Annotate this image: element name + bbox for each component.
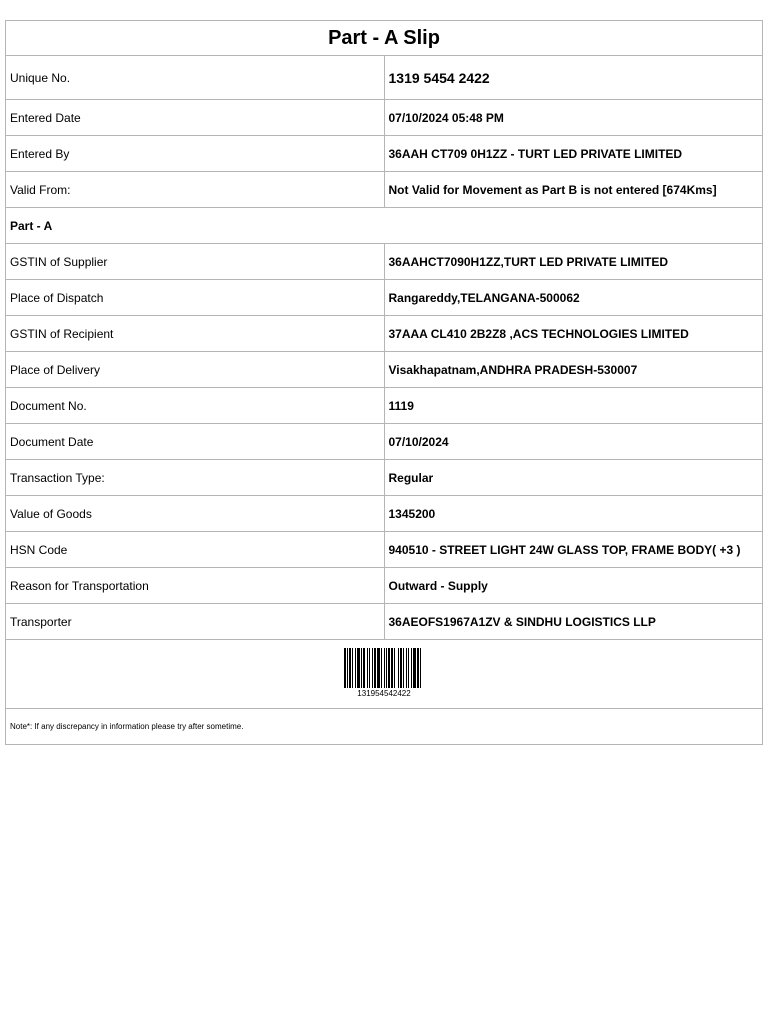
note-row: [6, 709, 763, 745]
document-date-label: Document Date: [6, 424, 385, 460]
barcode-bar: [352, 648, 353, 688]
entered-date-value: 07/10/2024 05:48 PM: [384, 100, 763, 136]
document-no-value: 1119: [384, 388, 763, 424]
barcode-cell: [6, 640, 763, 709]
place-dispatch-value: Rangareddy,TELANGANA-500062: [384, 280, 763, 316]
hsn-code-value: 940510 - STREET LIGHT 24W GLASS TOP, FRAME BODY( +3 ): [384, 532, 763, 568]
barcode-bar: [398, 648, 399, 688]
barcode-bar: [347, 648, 348, 688]
barcode-bar: [403, 648, 404, 688]
barcode-bar: [413, 648, 416, 688]
entered-date-row: [6, 100, 763, 136]
entered-by-value: 36AAH CT709 0H1ZZ - TURT LED PRIVATE LIMITED: [384, 136, 763, 172]
barcode-bar: [369, 648, 370, 688]
barcode-number: 131954542422: [357, 688, 411, 698]
barcode-bar: [367, 648, 368, 688]
barcode-bar: [357, 648, 360, 688]
gstin-supplier-label: GSTIN of Supplier: [6, 244, 385, 280]
unique-no-label: Unique No.: [6, 56, 385, 100]
slip-title: Part - A Slip: [6, 21, 763, 56]
table-row: [6, 604, 763, 640]
barcode-bar: [384, 648, 385, 688]
valid-from-row: [6, 172, 763, 208]
barcode-bar: [355, 648, 356, 688]
barcode-bar: [417, 648, 419, 688]
document-date-value: 07/10/2024: [384, 424, 763, 460]
table-row: [6, 568, 763, 604]
barcode-bar: [408, 648, 409, 688]
unique-no-value: 1319 5454 2422: [384, 56, 763, 100]
part-a-slip-table: [5, 20, 763, 745]
place-dispatch-label: Place of Dispatch: [6, 280, 385, 316]
table-row: [6, 316, 763, 352]
barcode-bar: [391, 648, 393, 688]
entered-date-label: Entered Date: [6, 100, 385, 136]
barcode-bar: [361, 648, 362, 688]
valid-from-label: Valid From:: [6, 172, 385, 208]
barcode-bar: [363, 648, 365, 688]
table-row: [6, 388, 763, 424]
reason-transport-value: Outward - Supply: [384, 568, 763, 604]
section-row: [6, 208, 763, 244]
table-row: [6, 460, 763, 496]
barcode-bar: [420, 648, 421, 688]
table-row: [6, 280, 763, 316]
gstin-recipient-label: GSTIN of Recipient: [6, 316, 385, 352]
value-goods-value: 1345200: [384, 496, 763, 532]
barcode-bar: [381, 648, 382, 688]
barcode-bar: [400, 648, 402, 688]
transaction-type-label: Transaction Type:: [6, 460, 385, 496]
valid-from-value: Not Valid for Movement as Part B is not entered [674Kms]: [384, 172, 763, 208]
table-row: [6, 352, 763, 388]
barcode: [344, 648, 424, 698]
section-title: Part - A: [6, 208, 763, 244]
barcode-bar: [374, 648, 376, 688]
barcode-bar: [349, 648, 351, 688]
barcode-bar: [388, 648, 390, 688]
transaction-type-value: Regular: [384, 460, 763, 496]
place-delivery-label: Place of Delivery: [6, 352, 385, 388]
barcode-bars: [344, 648, 424, 688]
note-text: Note*: If any discrepancy in information please try after sometime.: [6, 709, 763, 745]
document-no-label: Document No.: [6, 388, 385, 424]
barcode-bar: [386, 648, 387, 688]
barcode-bar: [394, 648, 395, 688]
table-row: [6, 244, 763, 280]
table-row: [6, 424, 763, 460]
entered-by-label: Entered By: [6, 136, 385, 172]
unique-no-row: [6, 56, 763, 100]
place-delivery-value: Visakhapatnam,ANDHRA PRADESH-530007: [384, 352, 763, 388]
barcode-bar: [344, 648, 346, 688]
hsn-code-label: HSN Code: [6, 532, 385, 568]
value-goods-label: Value of Goods: [6, 496, 385, 532]
barcode-bar: [406, 648, 407, 688]
table-row: [6, 532, 763, 568]
barcode-row: [6, 640, 763, 709]
barcode-bar: [411, 648, 412, 688]
gstin-recipient-value: 37AAA CL410 2B2Z8 ,ACS TECHNOLOGIES LIMITED: [384, 316, 763, 352]
barcode-bar: [372, 648, 373, 688]
gstin-supplier-value: 36AAHCT7090H1ZZ,TURT LED PRIVATE LIMITED: [384, 244, 763, 280]
transporter-value: 36AEOFS1967A1ZV & SINDHU LOGISTICS LLP: [384, 604, 763, 640]
barcode-bar: [377, 648, 380, 688]
table-row: [6, 496, 763, 532]
transporter-label: Transporter: [6, 604, 385, 640]
reason-transport-label: Reason for Transportation: [6, 568, 385, 604]
entered-by-row: [6, 136, 763, 172]
